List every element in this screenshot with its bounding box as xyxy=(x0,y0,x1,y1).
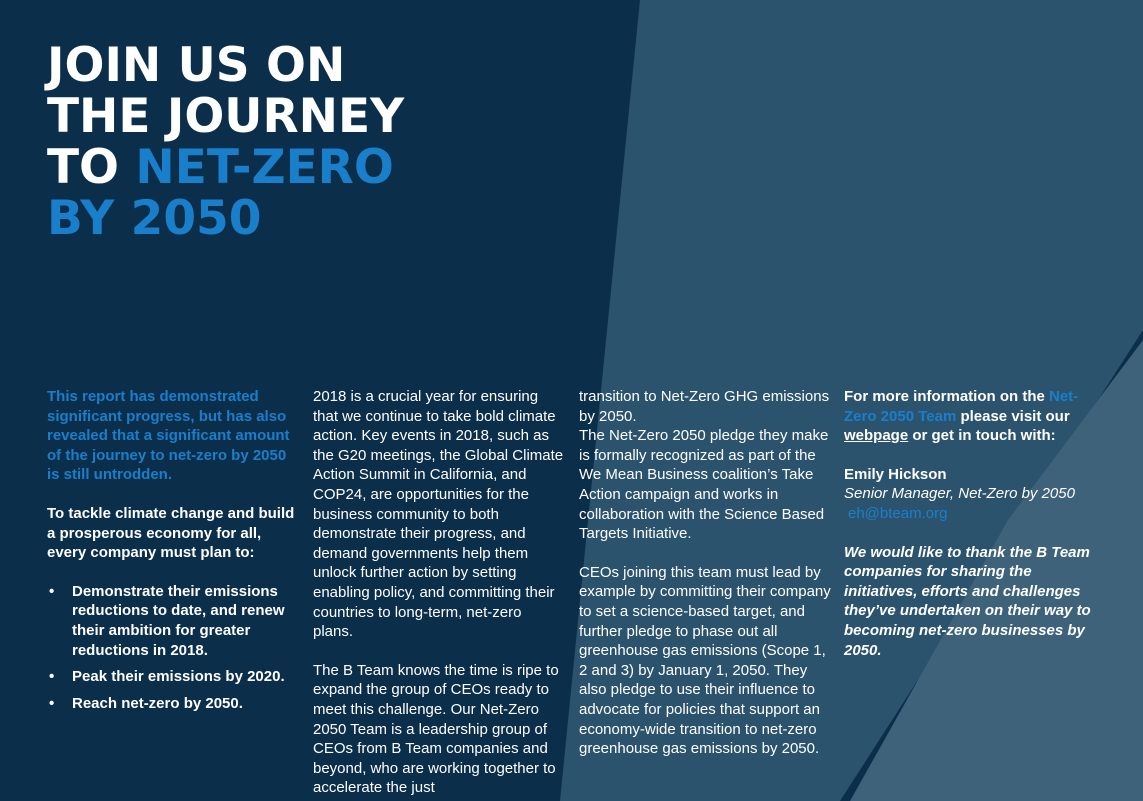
thanks-text: We would like to thank the B Team companies for sharing the initiatives, efforts and challenges they’ve undertaken on their way to becoming net-zero businesses by 2050. xyxy=(844,543,1091,659)
title-highlight-net-zero: NET-ZERO xyxy=(135,140,394,195)
contact-email-line xyxy=(844,504,1106,524)
paragraph-ceos: CEOs joining this team must lead by example by committing their company to set a science-based target, and further pledge to phase out all greenhouse gas emissions (Scope 1, 2 and 3) by January 1, 2050. They also pledge to use their influence to advocate for policies that support an economy-wide transition to net-zero greenhouse gas emissions by 2050. xyxy=(579,563,831,758)
intro-text: This report has demonstrated significant progress, but has also revealed that a significant amount of the journey to net-zero by 2050 is still untrodden. xyxy=(47,388,290,484)
info-text xyxy=(844,387,1106,446)
contact-email-link[interactable]: eh@bteam.org xyxy=(848,504,948,522)
title-line-3-prefix: TO xyxy=(47,140,136,195)
action-list xyxy=(47,582,299,714)
column-1 xyxy=(47,387,299,720)
paragraph-transition: transition to Net-Zero GHG emissions by 2050. xyxy=(579,388,830,425)
column-4 xyxy=(844,387,1106,660)
title-line-1: JOIN US ON xyxy=(47,38,346,93)
paragraph-pledge: The Net-Zero 2050 pledge they make is formally recognized as part of the We Mean Business coalition’s Take Action campaign and works in collaboration with the Science Based Targets Initiative. xyxy=(579,427,829,543)
column-2 xyxy=(313,387,565,798)
contact-role: Senior Manager, Net-Zero by 2050 xyxy=(844,485,1075,503)
title-line-2: THE JOURNEY xyxy=(47,89,405,144)
lead-text: To tackle climate change and build a prosperous economy for all, every company must plan to: xyxy=(47,504,295,562)
list-item: • Reach net-zero by 2050. xyxy=(47,694,299,714)
team-name: Net-Zero 2050 Team xyxy=(844,388,1079,425)
title-line-3 xyxy=(47,142,404,193)
paragraph-b-team: The B Team knows the time is ripe to expand the group of CEOs ready to meet this challenge. Our Net-Zero 2050 Team is a leadership group of CEOs from B Team companies and beyond, who are working together to accelerate the just xyxy=(313,661,559,797)
list-item: • Demonstrate their emissions reductions to date, and renew their ambition for greater reductions in 2018. xyxy=(47,582,299,660)
info-mid: please visit our xyxy=(956,407,1070,425)
column-3 xyxy=(579,387,831,759)
list-item: • Peak their emissions by 2020. xyxy=(47,667,299,687)
webpage-link[interactable]: webpage xyxy=(844,427,909,445)
info-prefix: For more information on the xyxy=(844,388,1049,405)
paragraph-2018: 2018 is a crucial year for ensuring that we continue to take bold climate action. Key events in 2018, such as the G20 meetings, the Global Climate Action Summit in California, and COP24, are opportunities for the business community to both demonstrate their progress, and demand governments help them unlock further action by setting enabling policy, and committing their countries to long-term, net-zero plans. xyxy=(313,388,564,641)
info-suffix: or get in touch with: xyxy=(908,427,1056,445)
title-line-4: BY 2050 xyxy=(47,191,262,246)
contact-name: Emily Hickson xyxy=(844,465,947,483)
page-title xyxy=(47,40,404,244)
